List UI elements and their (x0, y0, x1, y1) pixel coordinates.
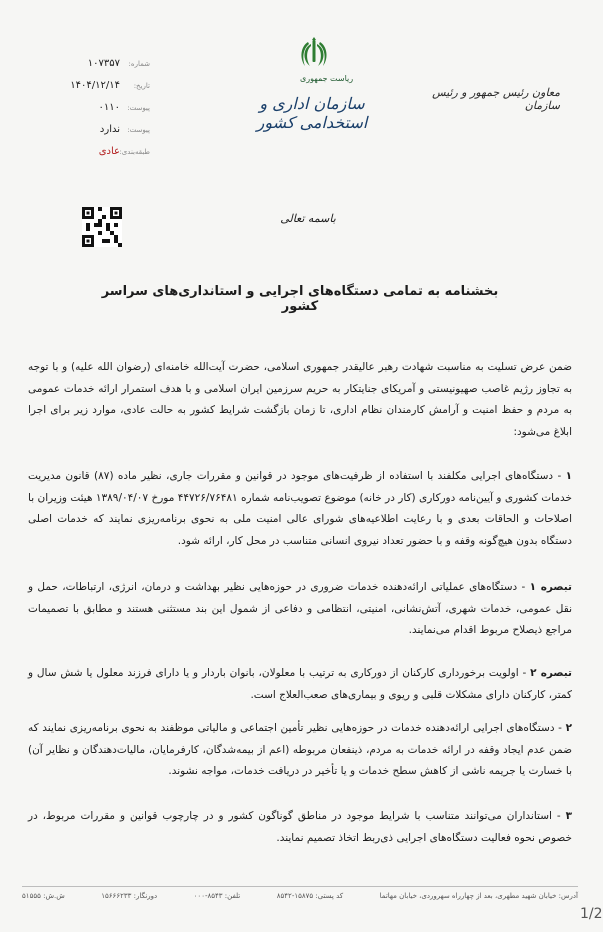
clause-number: ۱ (565, 470, 573, 482)
clause-text: - استانداران می‌توانند متناسب با شرایط موجود در مناطق گوناگون کشور و در چارچوب قوانین و مقررات مربوط، در خصوص نحوه فعالیت دستگاه‌های اجرایی ذی‌ربط اتخاذ تصمیم نمایند. (28, 810, 572, 844)
presidency-label: ریاست جمهوری (300, 74, 354, 83)
footer-address: آدرس: خیابان شهید مطهری، بعد از چهارراه سهروردی، خیابان مهاتما (379, 892, 578, 900)
note-label: تبصره ۱ (529, 581, 573, 593)
note-text: - دستگاه‌های عملیاتی ارائه‌دهنده خدمات ضروری در حوزه‌هایی نظیر بهداشت و درمان، انرژی، ارتباطات، حمل و نقل عمومی، خدمات شهری، آتش‌نشانی، امنیتی، انتظامی و دفاعی از شمول این بند مستثنی هستند و مطابق با تصمیمات مراجع ذیصلاح مربوط اقدام می‌نمایند. (28, 581, 572, 636)
sender-title: معاون رئیس جمهور و رئیس سازمان (432, 86, 560, 112)
note-1-paragraph (28, 577, 572, 642)
meta-value: ۱۴۰۴/۱۲/۱۴ (70, 80, 120, 91)
meta-row (50, 102, 150, 124)
qr-code-icon (82, 207, 122, 247)
clause-3-paragraph (28, 806, 572, 849)
letter-metadata (50, 58, 150, 168)
meta-value: ندارد (99, 124, 120, 135)
letter-subject: بخشنامه به تمامی دستگاه‌های اجرایی و استانداری‌های سراسر کشور (101, 284, 499, 314)
meta-label: شماره: (128, 60, 150, 68)
page-number: 1/2 (580, 906, 603, 922)
footer-fax: دورنگار: ۱۵۶۶۶۲۳۳ (101, 892, 158, 900)
clause-2-paragraph (28, 718, 572, 783)
bismillah-heading: باسمه تعالی (280, 212, 336, 225)
clause-1-paragraph (28, 466, 572, 552)
note-2-paragraph (28, 663, 572, 706)
meta-label: تاریخ: (133, 82, 150, 90)
meta-value: ۰۱۱۰ (98, 102, 120, 113)
meta-label: پیوست: (127, 126, 150, 134)
intro-paragraph: ضمن عرض تسلیت به مناسبت شهادت رهبر عالیقدر جمهوری اسلامی، حضرت آیت‌الله خامنه‌ای (رضوان الله علیه) و با توجه به تجاوز رژیم غاصب صهیونیستی و آمریکای جنایتکار به حریم سرزمین ایران اسلامی و با هدف استمرار ارائه خدمات عمومی به مردم و حفظ امنیت و آرامش کارمندان نظام اداری، تا زمان بازگشت شرایط کشور به حالت عادی، موارد زیر برای اجرا ابلاغ می‌شود: (28, 361, 572, 438)
classification-value: عادی (98, 146, 120, 157)
meta-label: طبقه‌بندی: (119, 148, 150, 156)
meta-row (50, 146, 150, 168)
iran-emblem-icon (297, 36, 331, 76)
clause-number: ۳ (565, 810, 572, 822)
meta-row (50, 80, 150, 102)
meta-label: پیوست: (127, 104, 150, 112)
clause-text: - دستگاه‌های اجرایی ارائه‌دهنده خدمات در حوزه‌هایی نظیر تأمین اجتماعی و مالیاتی موظفند به نحوی برنامه‌ریزی نمایند که ضمن عدم ایجاد وقفه در ارائه خدمات به مردم، ذینفعان مربوطه (اعم از بیمه‌شدگان، کارفرمایان، مالیات‌دهندگان و نظایر آن) با خسارت یا جریمه ناشی از کاهش سطح خدمات و یا تأخیر در دریافت خدمات، مواجه نشوند. (28, 722, 572, 777)
footer-phone: تلفن: ۸۵۴۳-۰۰۰ (193, 892, 241, 900)
clause-text: - دستگاه‌های اجرایی مکلفند با استفاده از ظرفیت‌های موجود در قوانین و مقررات جاری، نظیر ماده (۸۷) قانون مدیریت خدمات کشوری و آیین‌نامه دورکاری (کار در خانه) موضوع تصویب‌نامه شماره ۴۴۷۲۶/۷۶۴۸۱ مورخ ۱۳۸۹/۰۴/۰۷ هیئت وزیران با اصلاحات و الحاقات بعدی و با رعایت اطلاعیه‌های شورای عالی امنیت ملی به نحوی برنامه‌ریزی نمایند که خدمات اصلی دستگاه بدون هیچ‌گونه وقفه و با حضور تعداد نیروی انسانی متناسب در محل کار، ارائه شود. (28, 470, 572, 547)
meta-row (50, 58, 150, 80)
letter-footer (22, 892, 578, 900)
organization-name: سازمان اداری و استخدامی کشور (256, 94, 368, 132)
footer-code: ش.ش: ۵۱۵۵۵ (22, 892, 65, 900)
note-label: تبصره ۲ (530, 667, 572, 679)
footer-divider (22, 886, 578, 887)
meta-value: ۱۰۷۳۵۷ (87, 58, 120, 69)
meta-row (50, 124, 150, 146)
footer-postal-code: کد پستی: ۱۵۸۷۵-۸۵۴۲ (276, 892, 344, 900)
note-text: - اولویت برخورداری کارکنان از دورکاری به ترتیب با معلولان، بانوان باردار و یا دارای فرزند معلول یا شش سال و کمتر، کارکنان دارای مشکلات قلبی و ریوی و بیماری‌های صعب‌العلاج است. (28, 667, 572, 701)
clause-number: ۲ (565, 722, 572, 734)
